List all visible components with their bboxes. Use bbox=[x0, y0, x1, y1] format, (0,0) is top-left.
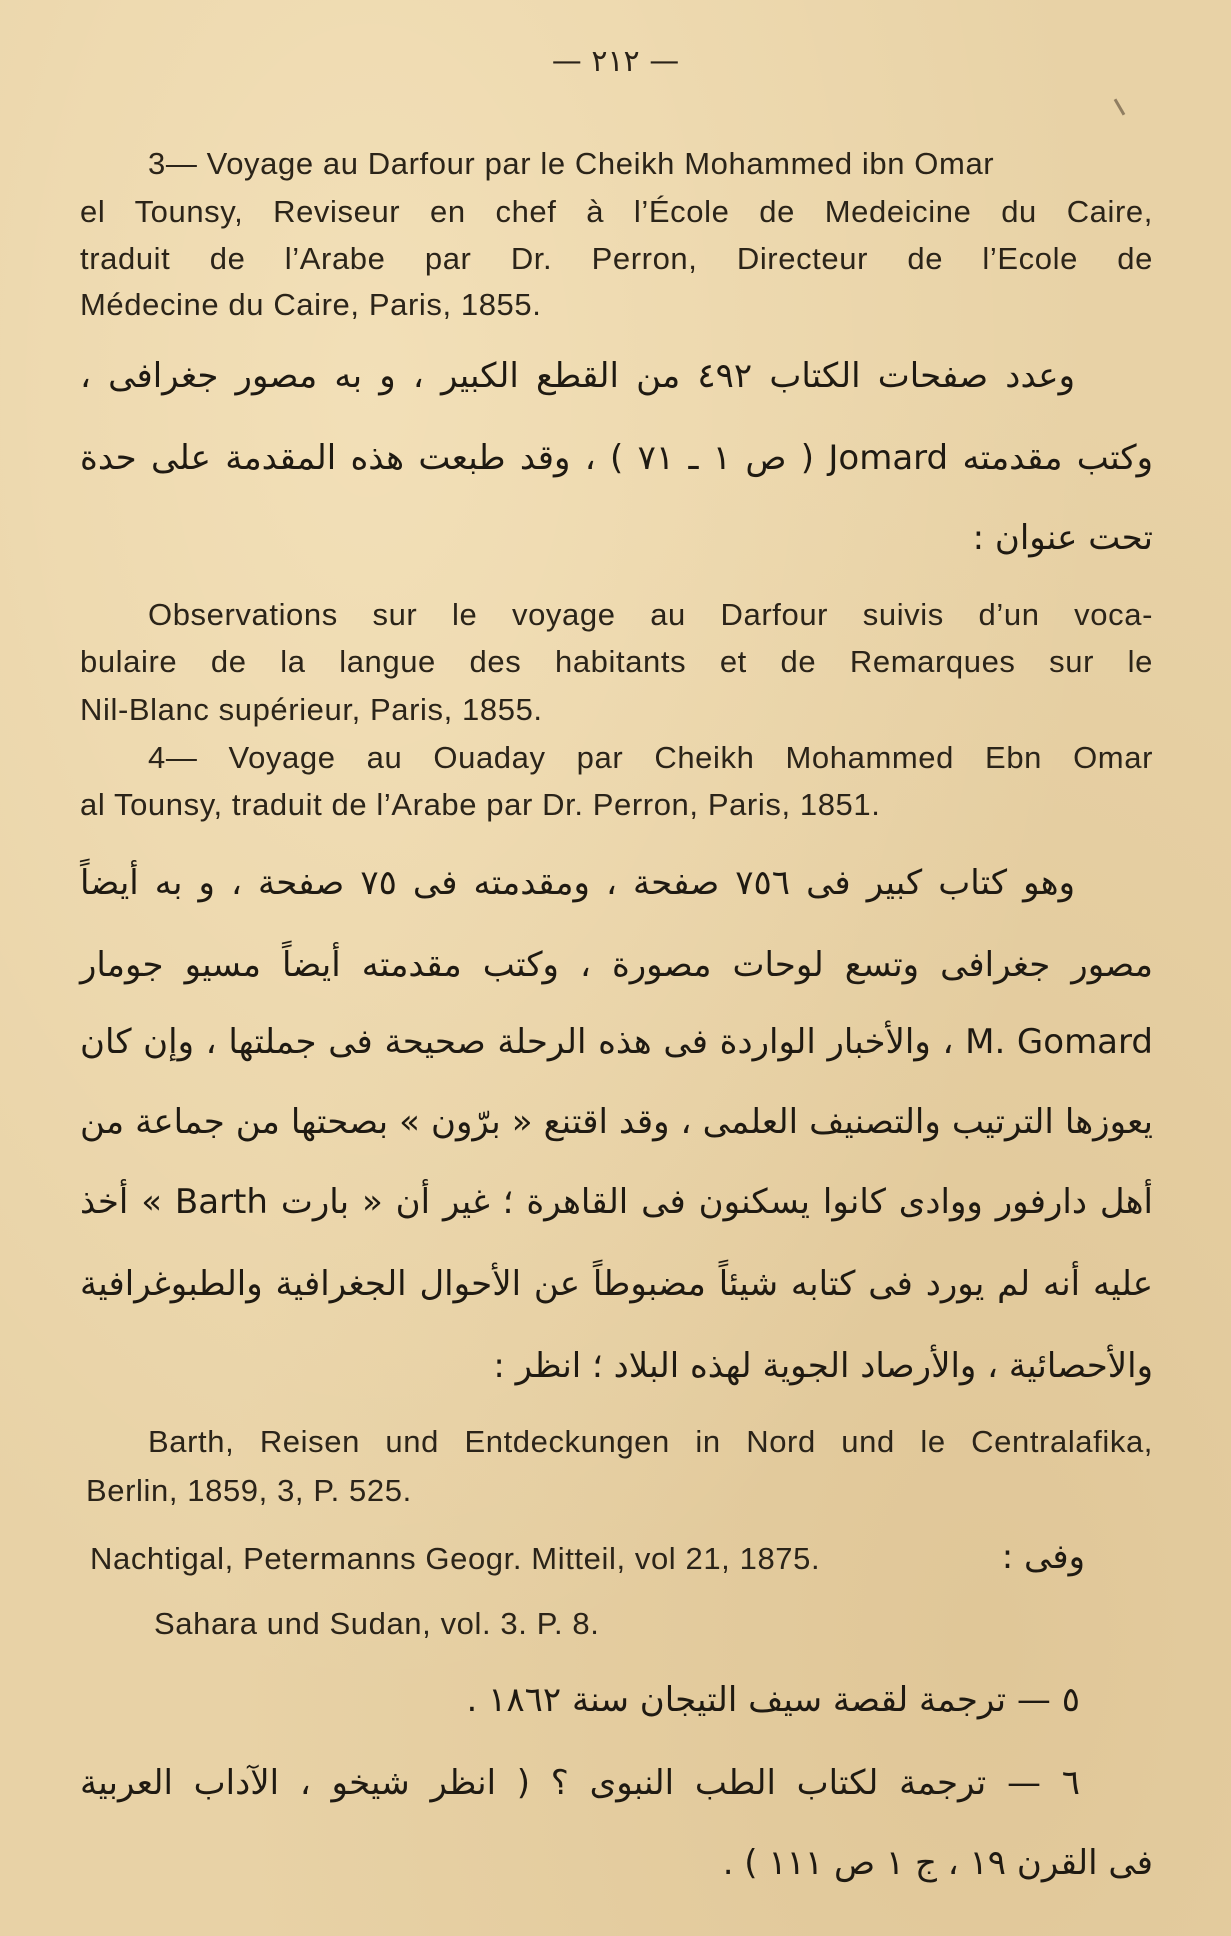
entry3-line-1: 3— Voyage au Darfour par le Cheikh Mohammed ibn Omar bbox=[148, 146, 995, 181]
entry4-line-2: al Tounsy, traduit de l’Arabe par Dr. Perron, Paris, 1851. bbox=[80, 787, 881, 822]
entry4-line-1: 4— Voyage au Ouaday par Cheikh Mohammed Ebn Omar bbox=[148, 740, 1153, 775]
entry3-line-2: el Tounsy, Reviseur en chef à l’École de Medeicine du Caire, bbox=[80, 194, 1153, 229]
observations-line-3: Nil-Blanc supérieur, Paris, 1855. bbox=[80, 692, 543, 727]
entry3-line-4: Médecine du Caire, Paris, 1855. bbox=[80, 287, 542, 322]
entry3-arabic-line-2: وكتب مقدمته Jomard ( ص ١ ـ ٧١ ) ، وقد طبعت هذه المقدمة على حدة bbox=[80, 438, 1153, 478]
entry6-line-1: ٦ — ترجمة لكتاب الطب النبوى ؟ ( انظر شيخو ، الآداب العربية bbox=[80, 1763, 1080, 1803]
entry3-arabic-line-1: وعدد صفحات الكتاب ٤٩٢ من القطع الكبير ، و به مصور جغرافى ، bbox=[80, 356, 1075, 396]
entry4-arabic-line-4: يعوزها الترتيب والتصنيف العلمى ، وقد اقتنع « برّون » بصحتها من جماعة من bbox=[80, 1102, 1153, 1142]
entry4-arabic-line-6: عليه أنه لم يورد فى كتابه شيئاً مضبوطاً عن الأحوال الجغرافية والطبوغرافية bbox=[80, 1264, 1153, 1304]
observations-line-2: bulaire de la langue des habitants et de Remarques sur le bbox=[80, 644, 1153, 679]
entry4-arabic-line-2: مصور جغرافى وتسع لوحات مصورة ، وكتب مقدمته أيضاً مسيو جومار bbox=[80, 945, 1153, 985]
observations-line-1: Observations sur le voyage au Darfour suivis d’un voca- bbox=[148, 597, 1153, 632]
reference-sahara: Sahara und Sudan, vol. 3. P. 8. bbox=[154, 1606, 600, 1641]
entry4-arabic-line-5: أهل دارفور ووادى كانوا يسكنون فى القاهرة ؛ غير أن « بارت Barth » أخذ bbox=[80, 1182, 1153, 1222]
entry4-arabic-line-3: M. Gomard ، والأخبار الواردة فى هذه الرحلة صحيحة فى جملتها ، وإن كان bbox=[80, 1022, 1153, 1062]
page-number: — ٢١٢ — bbox=[551, 44, 680, 79]
entry3-line-3: traduit de l’Arabe par Dr. Perron, Directeur de l’Ecole de bbox=[80, 241, 1153, 276]
reference-barth-line-1: Barth, Reisen und Entdeckungen in Nord und le Centralafika, bbox=[148, 1424, 1153, 1459]
entry3-arabic-line-3: تحت عنوان : bbox=[972, 518, 1153, 558]
reference-barth-line-2: Berlin, 1859, 3, P. 525. bbox=[86, 1473, 412, 1508]
ink-mark bbox=[1114, 98, 1126, 115]
entry5-line: ٥ — ترجمة لقصة سيف التيجان سنة ١٨٦٢ . bbox=[466, 1680, 1080, 1720]
entry6-line-2: فى القرن ١٩ ، ج ١ ص ١١١ ) . bbox=[722, 1843, 1153, 1883]
entry4-arabic-line-1: وهو كتاب كبير فى ٧٥٦ صفحة ، ومقدمته فى ٧٥ صفحة ، و به أيضاً bbox=[80, 863, 1076, 903]
reference-nachtigal-arabic: وفى : bbox=[1001, 1537, 1085, 1577]
reference-nachtigal: Nachtigal, Petermanns Geogr. Mitteil, vol 21, 1875. bbox=[90, 1541, 821, 1576]
entry4-arabic-line-7: والأحصائية ، والأرصاد الجوية لهذه البلاد ؛ انظر : bbox=[493, 1346, 1153, 1386]
